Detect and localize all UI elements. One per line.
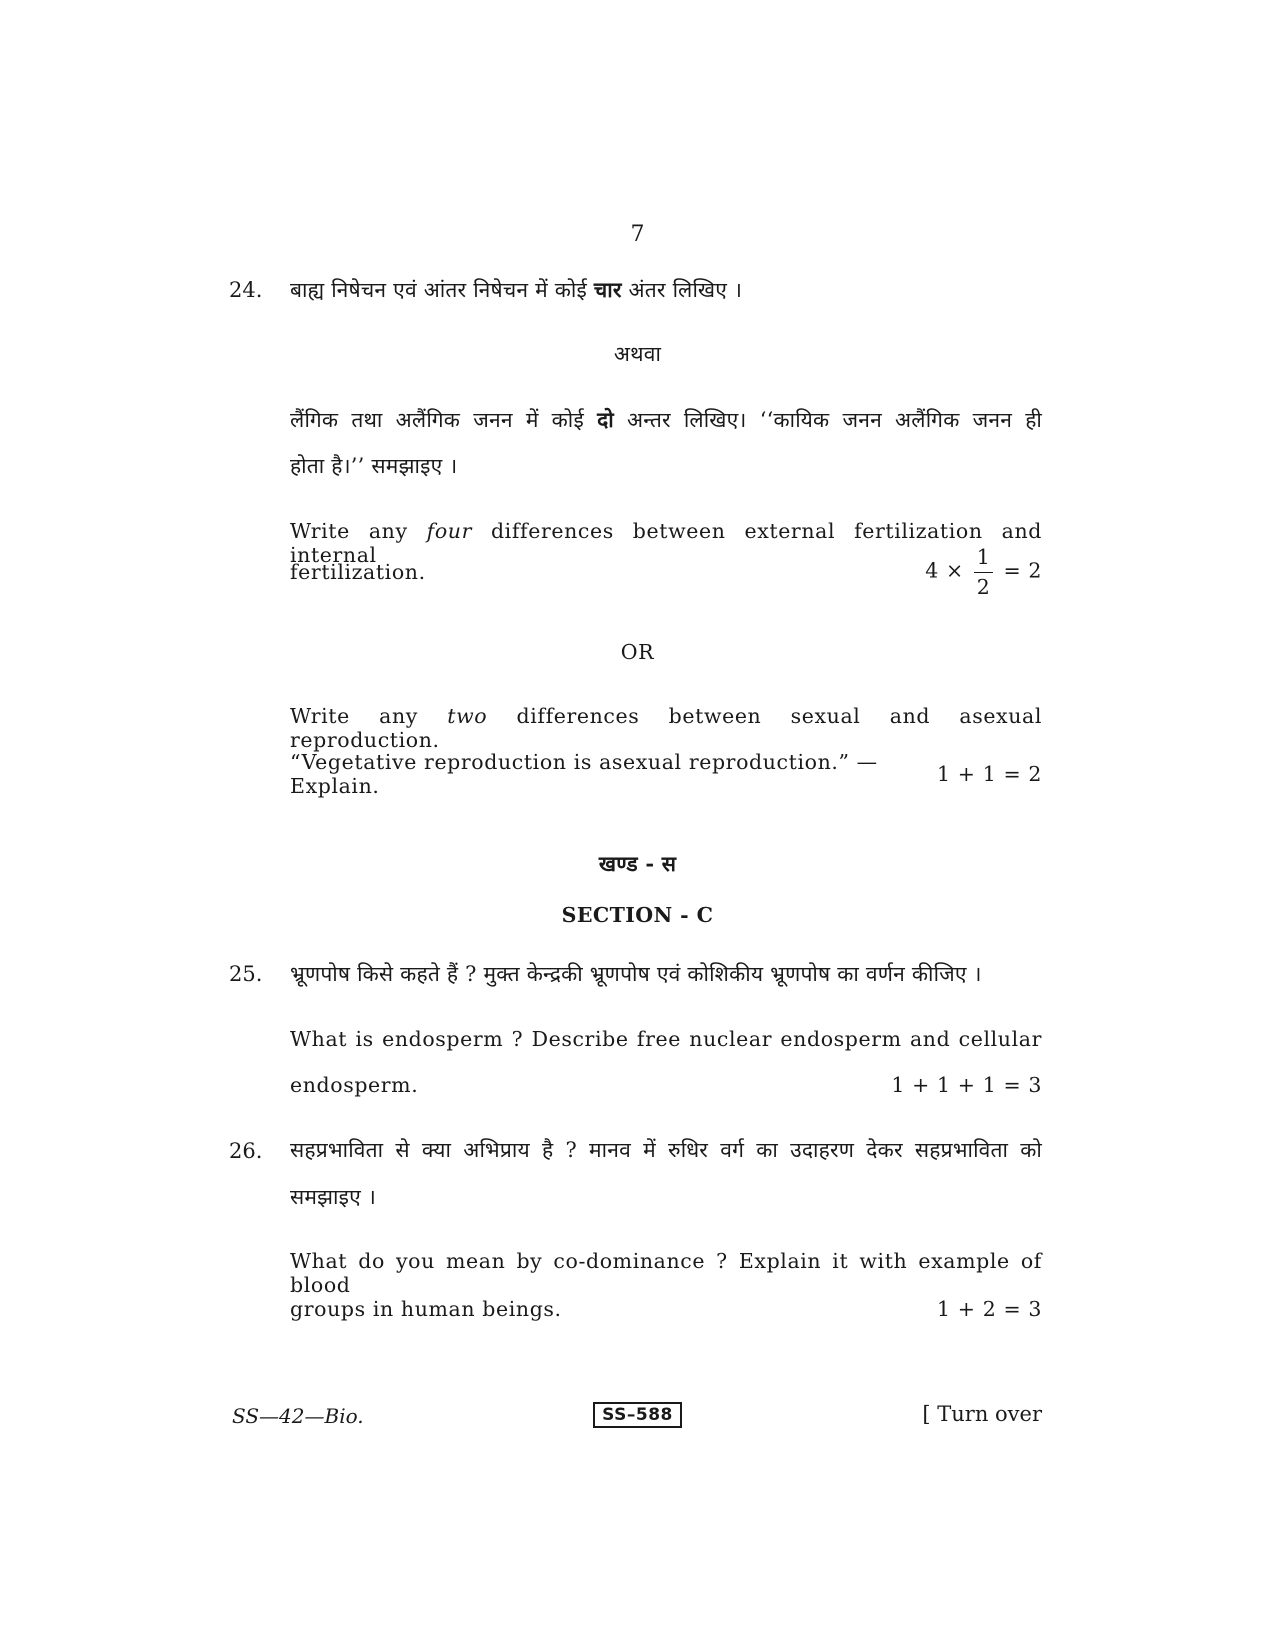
q26-marks: 1 + 2 = 3 xyxy=(937,1297,1042,1321)
q24-hindi-bold: चार xyxy=(593,277,622,302)
q24-english-italic: four xyxy=(426,519,472,543)
q26-hindi-line1: सहप्रभाविता से क्या अभिप्राय है ? मानव में रुधिर वर्ग का उदाहरण देकर सहप्रभाविता को xyxy=(290,1138,1042,1162)
q24-hindi-text-post: अंतर लिखिए । xyxy=(621,278,743,302)
marks-a-suffix: = 2 xyxy=(1003,558,1042,583)
q24-english-alt-line2: “Vegetative reproduction is asexual reproduction.” — Explain. xyxy=(290,750,878,798)
q24-english-line2: fertilization. xyxy=(290,560,426,584)
q26-hindi-line2: समझाइए । xyxy=(290,1185,377,1209)
or-english-label: OR xyxy=(620,640,655,664)
q24-hindi-alt-post: अन्तर लिखिए। ‘‘कायिक जनन अलैंगिक जनन ही xyxy=(613,408,1042,432)
q24-english-pre: Write any xyxy=(290,519,427,543)
q24-english-alt-pre: Write any xyxy=(290,704,448,728)
q26-english-line2: groups in human beings. xyxy=(290,1297,562,1321)
q25-english-line2: endosperm. xyxy=(290,1073,419,1097)
q24-marks-a xyxy=(925,547,1042,597)
footer-code-box: SS–588 xyxy=(593,1402,682,1428)
footer-code-container xyxy=(0,1402,1275,1428)
q24-hindi-line xyxy=(290,276,1042,304)
marks-a-prefix: 4 × xyxy=(925,558,964,583)
q24-hindi-text-pre: बाह्य निषेचन एवं आंतर निषेचन में कोई xyxy=(290,278,594,302)
q24-hindi-alt-pre: लैंगिक तथा अलैंगिक जनन में कोई xyxy=(290,408,598,432)
section-title-english: SECTION - C xyxy=(561,903,714,927)
fraction-denominator: 2 xyxy=(976,574,991,599)
q24-hindi-alt-bold: दो xyxy=(597,407,614,432)
q25-hindi: भ्रूणपोष किसे कहते हैं ? मुक्त केन्द्रकी भ्रूणपोष एवं कोशिकीय भ्रूणपोष का वर्णन कीजिए । xyxy=(290,962,982,986)
q24-english-alt-post: differences between sexual and asexual reproduction. xyxy=(290,704,1043,752)
q24-english-alt-italic: two xyxy=(447,704,488,728)
q26-english-line1: What do you mean by co-dominance ? Explain it with example of blood xyxy=(290,1249,1042,1297)
q25-marks: 1 + 1 + 1 = 3 xyxy=(891,1073,1042,1097)
or-hindi-label: अथवा xyxy=(613,342,662,366)
q25-english-line1: What is endosperm ? Describe free nuclear endosperm and cellular xyxy=(290,1027,1042,1051)
turn-over-label: [ Turn over xyxy=(922,1402,1042,1426)
q26-english-line2-row xyxy=(290,1297,1042,1321)
q24-english-line2-row xyxy=(290,547,1042,597)
question-number-26: 26. xyxy=(229,1139,263,1163)
q25-english-line2-row xyxy=(290,1073,1042,1097)
q24-english-alt-line2-row xyxy=(290,750,1042,798)
section-title-hindi: खण्ड - स xyxy=(598,851,677,876)
question-number-25: 25. xyxy=(229,962,263,986)
q24-english-alt-line1 xyxy=(290,704,1042,752)
q24-hindi-alt-line2: होता है।’’ समझाइए । xyxy=(290,454,458,478)
fraction-numerator: 1 xyxy=(974,547,994,573)
q24-hindi-alt-line1 xyxy=(290,406,1042,434)
q24-marks-b: 1 + 1 = 2 xyxy=(937,762,1042,786)
fraction xyxy=(974,547,994,597)
page-number: 7 xyxy=(630,222,645,247)
footer-paper-code: SS—42—Bio. xyxy=(232,1404,364,1428)
q24-english-post: differences between external fertilization and internal xyxy=(290,519,1042,567)
question-number-24: 24. xyxy=(229,278,263,302)
